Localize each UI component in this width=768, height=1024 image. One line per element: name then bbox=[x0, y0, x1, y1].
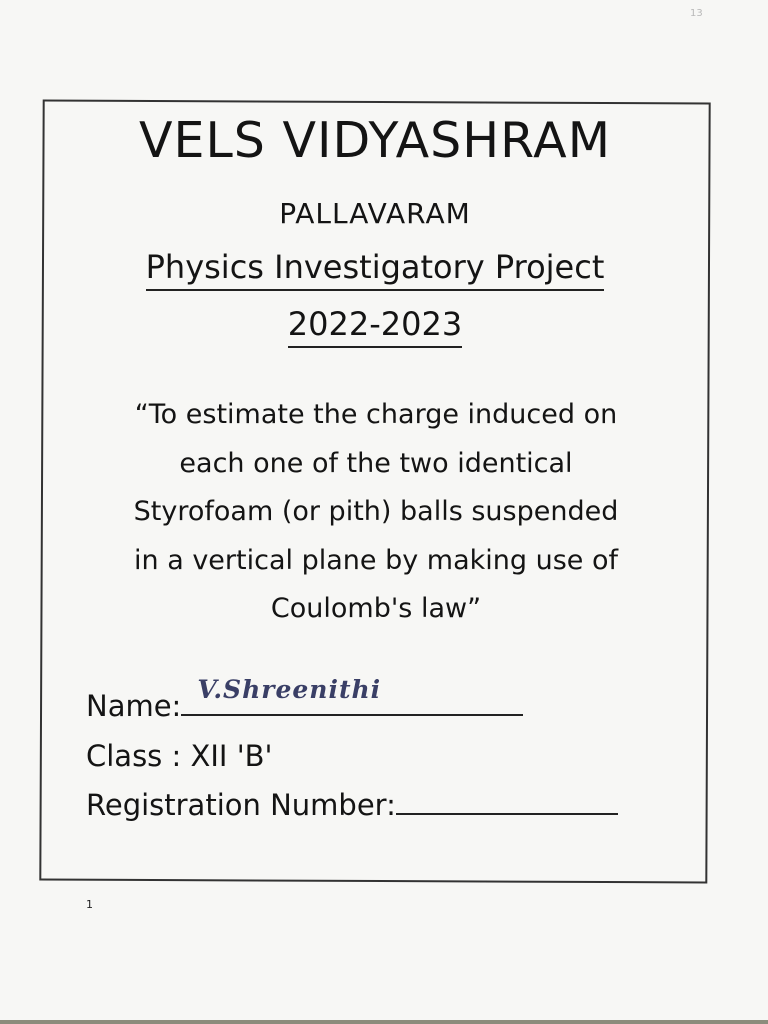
registration-row bbox=[86, 781, 618, 831]
corner-mark: 13 bbox=[690, 8, 703, 19]
aim-line: “To estimate the charge induced on bbox=[134, 399, 618, 430]
school-campus: PALLAVARAM bbox=[279, 197, 471, 230]
student-details bbox=[86, 674, 618, 831]
aim-line: in a vertical plane by making use of bbox=[134, 544, 618, 576]
name-row bbox=[86, 674, 618, 732]
aim-line: each one of the two identical bbox=[179, 447, 573, 479]
project-title-text: Physics Investigatory Project bbox=[146, 248, 605, 291]
school-name: VELS VIDYASHRAM bbox=[139, 112, 611, 169]
academic-year-text: 2022-2023 bbox=[288, 305, 462, 348]
class-label: Class : XII 'B' bbox=[86, 738, 273, 773]
name-handwritten-value: V.Shreenithi bbox=[197, 674, 382, 704]
academic-year bbox=[41, 305, 709, 343]
class-row bbox=[86, 732, 618, 782]
name-label: Name: bbox=[86, 689, 182, 723]
project-title bbox=[41, 248, 709, 286]
registration-label: Registration Number: bbox=[86, 788, 396, 822]
project-aim bbox=[66, 391, 686, 634]
name-blank-line bbox=[181, 674, 523, 716]
registration-blank-line bbox=[396, 785, 618, 815]
aim-line: Coulomb's law” bbox=[270, 593, 482, 624]
page-number: 1 bbox=[86, 898, 93, 911]
aim-line: Styrofoam (or pith) balls suspended bbox=[133, 496, 619, 527]
scan-bottom-edge bbox=[0, 1020, 768, 1024]
